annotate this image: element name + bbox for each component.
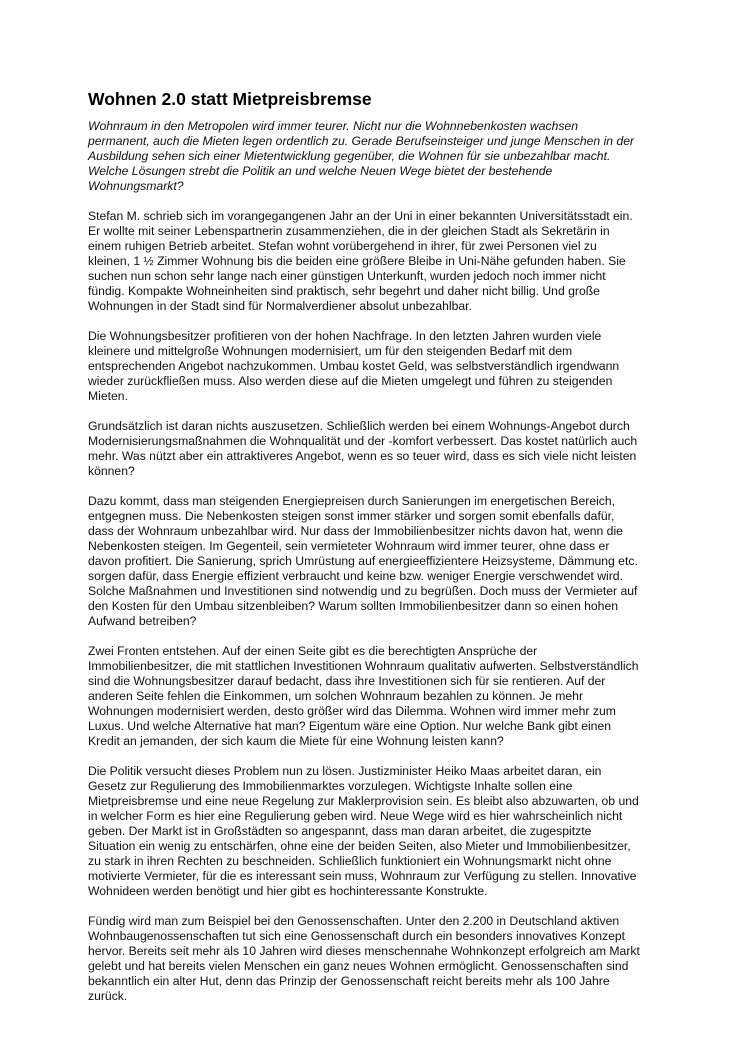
text-line: Grundsätzlich ist daran nichts auszusetzen. Schließlich werden bei einem Wohnungs-Angebot durch [88,419,630,433]
text-line: zu stark in ihren Rechten zu beschneiden. Schließlich funktioniert ein Wohnungsmarkt nicht ohne [88,854,612,868]
text-line: Die Politik versucht dieses Problem nun zu lösen. Justizminister Heiko Maas arbeitet daran, ein [88,764,602,778]
text-line: suchen nun schon sehr lange nach einer günstigen Unterkunft, wurden jedoch noch immer nicht [88,269,606,283]
text-line: Stefan M. schrieb sich im vorangegangenen Jahr an der Uni in einer bekannten Universitätsstadt ein. [88,209,633,223]
intro-paragraph [88,119,688,194]
text-line: Wohnungen modernisiert werden, desto größer wird das Dilemma. Wohnen wird immer mehr zum [88,704,616,718]
text-line: Nebenkosten steigen. Im Gegenteil, sein vermieteter Wohnraum wird immer teurer, ohne dass er [88,539,610,553]
text-line: kleinen, 1 ½ Zimmer Wohnung bis die beiden eine größere Bleibe in Uni-Nähe gefunden haben. Sie [88,254,626,268]
text-line: Zwei Fronten entstehen. Auf der einen Seite gibt es die berechtigten Ansprüche der [88,644,538,658]
text-line: Wohnideen werden benötigt und hier gibt es hochinteressante Konstrukte. [88,884,488,898]
text-line: Wohnungsmarkt? [88,179,184,193]
text-line: Ausbildung sehen sich einer Mietentwicklung gegenüber, die Wohnen für sie unbezahlbar macht. [88,149,611,163]
text-line: geben. Der Markt ist in Großstädten so angespannt, dass man daran arbeitet, die zugespitzte [88,824,592,838]
text-line: permanent, auch die Mieten legen ordentlich zu. Gerade Berufseinsteiger und junge Menschen in der [88,134,635,148]
text-line: Wohnraum in den Metropolen wird immer teurer. Nicht nur die Wohnnebenkosten wachsen [88,119,578,133]
text-line: Aufwand betreiben? [88,614,197,628]
text-line: kleinere und mittelgroße Wohnungen modernisiert, um für den steigenden Bedarf mit dem [88,344,573,358]
text-line: Kredit an jemanden, der sich kaum die Miete für eine Wohnung leisten kann? [88,734,504,748]
text-line: dass der Wohnraum unbezahlbar wird. Nur dass der Immobilienbesitzer nichts davon hat, wenn die [88,524,623,538]
text-line: Fündig wird man zum Beispiel bei den Genossenschaften. Unter den 2.200 in Deutschland aktiven [88,914,620,928]
paragraph [88,914,688,1004]
text-line: Mieten. [88,389,128,403]
text-line: Solche Maßnahmen und Investitionen sind notwendig und zu begrüßen. Doch muss der Vermieter auf [88,584,638,598]
text-line: entgegnen muss. Die Nebenkosten steigen sonst immer stärker und sorgen somit ebenfalls dafür, [88,509,615,523]
document-body [88,119,688,1004]
text-line: den Kosten für den Umbau sitzenbleiben? Warum sollten Immobilienbesitzer dann so einen hohen [88,599,619,613]
text-line: Gesetz zur Regulierung des Immobilienmarktes vorzulegen. Wichtigste Inhalte sollen eine [88,779,573,793]
paragraph [88,419,688,479]
text-line: Die Wohnungsbesitzer profitieren von der hohen Nachfrage. In den letzten Jahren wurden viele [88,329,602,343]
text-line: Situation ein wenig zu entschärfen, ohne eine der beiden Seiten, also Mieter und Immobilienbesitzer, [88,839,631,853]
paragraph [88,329,688,404]
text-line: bekanntlich ein alter Hut, denn das Prinzip der Genossenschaft reicht bereits mehr als 100 Jahre [88,974,610,988]
text-line: Immobilienbesitzer, die mit stattlichen Investitionen Wohnraum qualitativ aufwerten. Selbstverständlich [88,659,639,673]
text-line: davon profitiert. Die Sanierung, sprich Umrüstung auf energieeffizientere Heizsysteme, Dämmung etc. [88,554,638,568]
text-line: Wohnungen in der Stadt sind für Normalverdiener absolut unbezahlbar. [88,299,472,313]
document-title: Wohnen 2.0 statt Mietpreisbremse [88,89,372,109]
text-line: Luxus. Und welche Alternative hat man? Eigentum wäre eine Option. Nur welche Bank gibt einen [88,719,612,733]
text-line: wieder zurückfließen muss. Also werden diese auf die Mieten umgelegt und führen zu steigenden [88,374,613,388]
paragraph [88,644,688,749]
text-line: Welche Lösungen strebt die Politik an und welche Neuen Wege bietet der bestehende [88,164,553,178]
text-line: motivierte Vermieter, für die es interessant sein muss, Wohnraum zur Verfügung zu stellen. Innovative [88,869,637,883]
text-line: in welcher Form es hier eine Regulierung geben wird. Neue Wege wird es hier wahrscheinlich nicht [88,809,623,823]
text-line: anderen Seite fehlen die Einkommen, um solchen Wohnraum bezahlen zu können. Je mehr [88,689,584,703]
text-line: fündig. Kompakte Wohneinheiten sind praktisch, sehr begehrt und daher nicht billig. Und große [88,284,600,298]
text-line: hervor. Bereits seit mehr als 10 Jahren wird dieses menschennahe Wohnkonzept erfolgreich am Markt [88,944,640,958]
text-line: sorgen dafür, dass Energie effizient verbraucht und keine bzw. weniger Energie verschwendet wird. [88,569,623,583]
text-line: Er wollte mit seiner Lebenspartnerin zusammenziehen, die in der gleichen Stadt als Sekretärin in [88,224,610,238]
text-line: sind die Wohnungsbesitzer darauf bedacht, dass ihre Investitionen sich für sie rentieren. Auf der [88,674,606,688]
paragraph [88,764,688,899]
text-line: einem ruhigen Betrieb arbeitet. Stefan wohnt vorübergehend in ihrer, für zwei Personen viel zu [88,239,597,253]
text-line: können? [88,464,135,478]
text-line: gelebt und hat bereits vielen Menschen ein ganz neues Wohnen ermöglicht. Genossenschaften sind [88,959,629,973]
text-line: Wohnbaugenossenschaften tut sich eine Genossenschaft durch ein besonders innovatives Konzept [88,929,626,943]
text-line: mehr. Was nützt aber ein attraktiveres Angebot, wenn es so teuer wird, dass es sich viele nicht leisten [88,449,637,463]
text-line: Modernisierungsmaßnahmen die Wohnqualität und der -komfort verbessert. Das kostet natürlich auch [88,434,638,448]
document-page [88,88,688,1019]
text-line: Mietpreisbremse und eine neue Regelung zur Maklerprovision sein. Es bleibt also abzuwarten, ob und [88,794,639,808]
text-line: zurück. [88,989,128,1003]
paragraph [88,494,688,629]
text-line: Dazu kommt, dass man steigenden Energiepreisen durch Sanierungen im energetischen Bereich, [88,494,616,508]
paragraph [88,209,688,314]
text-line: entsprechenden Angebot nachzukommen. Umbau kostet Geld, was selbstverständlich irgendwann [88,359,620,373]
